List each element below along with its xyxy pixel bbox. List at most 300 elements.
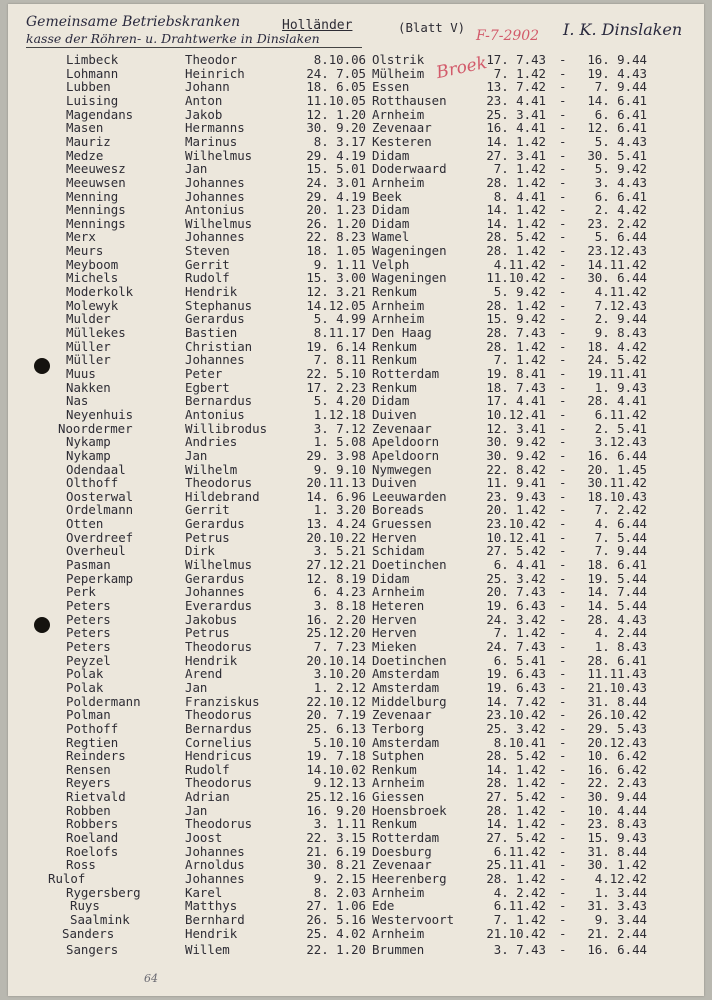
start-date-cell: 21.10.42 <box>486 925 546 941</box>
city-cell: Brummen <box>372 942 425 958</box>
end-date-cell: 14. 5.44 <box>587 598 647 613</box>
end-date-cell: 3.12.43 <box>594 434 647 450</box>
end-date-cell: 14. 6.41 <box>587 92 647 108</box>
end-date-cell: 20.12.43 <box>587 734 647 750</box>
date-range-dash: - <box>559 611 567 627</box>
end-date-cell: 14.11.42 <box>587 256 647 272</box>
birth-date-cell: 8. 3.17 <box>313 133 366 149</box>
birth-date-cell: 25. 6.13 <box>306 720 366 736</box>
date-range-dash: - <box>559 638 567 654</box>
first-name-cell: Gerardus <box>185 570 245 586</box>
surname-cell: Mauriz <box>66 133 111 149</box>
birth-date-cell: 1. 2.12 <box>313 679 366 695</box>
birth-date-cell: 1. 3.20 <box>313 502 366 518</box>
start-date-cell: 6. 4.41 <box>493 557 546 573</box>
first-name-cell: Bastien <box>185 325 238 340</box>
first-name-cell: Theodorus <box>185 775 253 791</box>
date-range-dash: - <box>559 92 567 108</box>
birth-date-cell: 5. 4.99 <box>313 311 366 327</box>
birth-date-cell: 24. 3.01 <box>306 174 366 190</box>
first-name-cell: Willem <box>185 942 230 958</box>
date-range-dash: - <box>559 325 567 340</box>
city-cell: Ede <box>372 898 395 914</box>
birth-date-cell: 7. 7.23 <box>313 638 366 654</box>
date-range-dash: - <box>559 516 567 532</box>
first-name-cell: Stephanus <box>185 297 253 313</box>
first-name-cell: Antonius <box>185 202 245 218</box>
table-row <box>8 942 704 956</box>
first-name-cell: Theodorus <box>185 816 253 832</box>
table-row <box>8 912 704 926</box>
surname-cell: Oosterwal <box>66 488 134 504</box>
birth-date-cell: 3. 5.21 <box>313 543 366 559</box>
birth-date-cell: 25. 4.02 <box>306 925 366 941</box>
end-date-cell: 30. 6.44 <box>587 270 647 286</box>
first-name-cell: Wilhelmus <box>185 557 253 573</box>
start-date-cell: 19. 6.43 <box>486 598 546 613</box>
birth-date-cell: 25.12.16 <box>306 789 366 805</box>
end-date-cell: 18. 4.42 <box>587 338 647 354</box>
city-cell: Renkum <box>372 284 417 300</box>
end-date-cell: 7. 9.44 <box>594 79 647 95</box>
start-date-cell: 28. 1.42 <box>486 802 546 818</box>
table-row <box>8 270 704 284</box>
first-name-cell: Matthys <box>185 898 238 914</box>
start-date-cell: 28. 1.42 <box>486 174 546 190</box>
start-date-cell: 14. 1.42 <box>486 202 546 218</box>
first-name-cell: Gerrit <box>185 502 230 518</box>
surname-cell: Roelofs <box>66 843 119 859</box>
sheet-label: (Blatt V) <box>398 20 466 35</box>
date-range-dash: - <box>559 911 567 927</box>
date-range-dash: - <box>559 761 567 777</box>
city-cell: Boreads <box>372 502 425 518</box>
date-range-dash: - <box>559 406 567 422</box>
start-date-cell: 23. 4.41 <box>486 92 546 108</box>
first-name-cell: Johannes <box>185 188 245 204</box>
birth-date-cell: 16. 9.20 <box>306 802 366 818</box>
city-cell: Didam <box>372 570 410 586</box>
surname-cell: Olthoff <box>66 475 119 491</box>
end-date-cell: 15. 9.43 <box>587 830 647 846</box>
start-date-cell: 7. 1.42 <box>493 161 546 177</box>
date-range-dash: - <box>559 447 567 463</box>
surname-cell: Müller <box>66 352 111 368</box>
header-underline <box>26 47 362 48</box>
first-name-cell: Bernhard <box>185 911 245 927</box>
surname-cell: Otten <box>66 516 104 532</box>
table-row <box>8 202 704 216</box>
end-date-cell: 12. 6.41 <box>587 120 647 136</box>
start-date-cell: 7. 1.42 <box>493 911 546 927</box>
surname-cell: Meeuwesz <box>66 161 126 177</box>
city-cell: Heteren <box>372 598 425 613</box>
surname-cell: Perk <box>66 584 96 600</box>
end-date-cell: 1. 9.43 <box>594 379 647 395</box>
first-name-cell: Johannes <box>185 584 245 600</box>
first-name-cell: Johannes <box>185 174 245 190</box>
city-cell: Didam <box>372 147 410 163</box>
table-row <box>8 366 704 380</box>
date-range-dash: - <box>559 857 567 873</box>
end-date-cell: 29. 5.43 <box>587 720 647 736</box>
city-cell: Beek <box>372 188 402 204</box>
end-date-cell: 31. 8.44 <box>587 843 647 859</box>
first-name-cell: Peter <box>185 365 223 381</box>
birth-date-cell: 22. 3.15 <box>306 830 366 846</box>
start-date-cell: 20. 7.43 <box>486 584 546 600</box>
birth-date-cell: 15. 3.00 <box>306 270 366 286</box>
surname-cell: Moderkolk <box>66 284 134 300</box>
city-cell: Duiven <box>372 475 417 491</box>
city-cell: Arnheim <box>372 925 425 941</box>
start-date-cell: 28. 5.42 <box>486 748 546 764</box>
birth-date-cell: 14.10.02 <box>306 761 366 777</box>
date-range-dash: - <box>559 65 567 81</box>
first-name-cell: Hendrik <box>185 925 238 941</box>
date-range-dash: - <box>559 748 567 764</box>
table-row <box>8 79 704 93</box>
city-cell: Heerenberg <box>372 871 447 886</box>
surname-cell: Lohmann <box>66 65 119 81</box>
city-cell: Essen <box>372 79 410 95</box>
birth-date-cell: 1. 5.08 <box>313 434 366 450</box>
date-range-dash: - <box>559 365 567 381</box>
start-date-cell: 28. 1.42 <box>486 775 546 791</box>
birth-date-cell: 16. 2.20 <box>306 611 366 627</box>
city-cell: Terborg <box>372 720 425 736</box>
surname-cell: Meurs <box>66 243 104 259</box>
date-range-dash: - <box>559 816 567 832</box>
city-cell: Arnheim <box>372 311 425 327</box>
first-name-cell: Heinrich <box>185 65 245 81</box>
surname-cell: Saalmink <box>70 911 130 927</box>
end-date-cell: 2. 4.42 <box>594 202 647 218</box>
end-date-cell: 21.10.43 <box>587 679 647 695</box>
start-date-cell: 12. 3.41 <box>486 420 546 436</box>
table-row <box>8 926 704 940</box>
start-date-cell: 17. 4.41 <box>486 393 546 409</box>
city-cell: Arnheim <box>372 584 425 600</box>
surname-cell: Pasman <box>66 557 111 573</box>
birth-date-cell: 22.10.12 <box>306 693 366 709</box>
date-range-dash: - <box>559 488 567 504</box>
birth-date-cell: 22. 8.23 <box>306 229 366 245</box>
birth-date-cell: 11.10.05 <box>306 92 366 108</box>
table-row <box>8 898 704 912</box>
first-name-cell: Cornelius <box>185 734 253 750</box>
table-row <box>8 161 704 175</box>
birth-date-cell: 30. 8.21 <box>306 857 366 873</box>
table-row <box>8 189 704 203</box>
handwritten-fund-subtitle: kasse der Röhren- u. Drahtwerke in Dinslaken <box>26 31 320 46</box>
birth-date-cell: 3. 8.18 <box>313 598 366 613</box>
birth-date-cell: 8.10.06 <box>313 52 366 67</box>
surname-cell: Roeland <box>66 830 119 846</box>
first-name-cell: Gerardus <box>185 516 245 532</box>
date-range-dash: - <box>559 898 567 914</box>
first-name-cell: Willibrodus <box>185 420 268 436</box>
table-row <box>8 216 704 230</box>
date-range-dash: - <box>559 106 567 122</box>
surname-cell: Magendans <box>66 106 134 122</box>
start-date-cell: 14. 1.42 <box>486 816 546 832</box>
page-number-mark: 64 <box>144 972 158 985</box>
start-date-cell: 27. 5.42 <box>486 543 546 559</box>
city-cell: Renkum <box>372 816 417 832</box>
start-date-cell: 22. 8.42 <box>486 461 546 477</box>
end-date-cell: 16. 6.44 <box>587 447 647 463</box>
surname-cell: Michels <box>66 270 119 286</box>
city-cell: Herven <box>372 611 417 627</box>
birth-date-cell: 20.11.13 <box>306 475 366 491</box>
start-date-cell: 6.11.42 <box>493 843 546 859</box>
date-range-dash: - <box>559 256 567 272</box>
birth-date-cell: 18. 6.05 <box>306 79 366 95</box>
table-row <box>8 789 704 803</box>
city-cell: Apeldoorn <box>372 434 440 450</box>
start-date-cell: 24. 7.43 <box>486 638 546 654</box>
surname-cell: Peters <box>66 598 111 613</box>
start-date-cell: 14. 7.42 <box>486 693 546 709</box>
surname-cell: Merx <box>66 229 96 245</box>
stamp-date: F-7-2902 <box>476 28 540 44</box>
end-date-cell: 10. 6.42 <box>587 748 647 764</box>
table-row <box>8 707 704 721</box>
surname-cell: Müllekes <box>66 325 126 340</box>
surname-cell: Meeuwsen <box>66 174 126 190</box>
document-sheet <box>8 4 704 996</box>
city-cell: Velph <box>372 256 410 272</box>
birth-date-cell: 20.10.22 <box>306 529 366 545</box>
city-cell: Mülheim <box>372 65 425 81</box>
start-date-cell: 24. 3.42 <box>486 611 546 627</box>
city-cell: Amsterdam <box>372 666 440 682</box>
start-date-cell: 23.10.42 <box>486 707 546 723</box>
surname-cell: Mennings <box>66 202 126 218</box>
table-row <box>8 93 704 107</box>
birth-date-cell: 29. 4.19 <box>306 147 366 163</box>
first-name-cell: Adrian <box>185 789 230 805</box>
city-cell: Doetinchen <box>372 557 447 573</box>
table-row <box>8 762 704 776</box>
start-date-cell: 20. 1.42 <box>486 502 546 518</box>
first-name-cell: Johannes <box>185 229 245 245</box>
city-cell: Apeldoorn <box>372 447 440 463</box>
date-range-dash: - <box>559 215 567 231</box>
city-cell: Schidam <box>372 543 425 559</box>
surname-cell: Regtien <box>66 734 119 750</box>
surname-cell: Ross <box>66 857 96 873</box>
surname-cell: Medze <box>66 147 104 163</box>
date-range-dash: - <box>559 942 567 958</box>
table-row <box>8 134 704 148</box>
city-cell: Didam <box>372 202 410 218</box>
table-row <box>8 666 704 680</box>
start-date-cell: 14. 1.42 <box>486 761 546 777</box>
end-date-cell: 6. 6.41 <box>594 188 647 204</box>
table-row <box>8 175 704 189</box>
birth-date-cell: 20. 1.23 <box>306 202 366 218</box>
city-cell: Middelburg <box>372 693 447 709</box>
birth-date-cell: 20.10.14 <box>306 652 366 668</box>
birth-date-cell: 9. 2.15 <box>313 871 366 886</box>
table-row <box>8 502 704 516</box>
birth-date-cell: 14.12.05 <box>306 297 366 313</box>
end-date-cell: 18.10.43 <box>587 488 647 504</box>
date-range-dash: - <box>559 311 567 327</box>
surname-cell: Muus <box>66 365 96 381</box>
table-row <box>8 735 704 749</box>
start-date-cell: 25.11.41 <box>486 857 546 873</box>
table-row <box>8 639 704 653</box>
end-date-cell: 20. 1.45 <box>587 461 647 477</box>
first-name-cell: Petrus <box>185 529 230 545</box>
city-cell: Arnheim <box>372 297 425 313</box>
table-row <box>8 516 704 530</box>
table-row <box>8 803 704 817</box>
end-date-cell: 19. 4.43 <box>587 65 647 81</box>
birth-date-cell: 8. 2.03 <box>313 884 366 900</box>
birth-date-cell: 9. 9.10 <box>313 461 366 477</box>
table-row <box>8 393 704 407</box>
first-name-cell: Jakobus <box>185 611 238 627</box>
table-row <box>8 107 704 121</box>
date-range-dash: - <box>559 720 567 736</box>
city-cell: Doesburg <box>372 843 432 859</box>
end-date-cell: 30.11.42 <box>587 475 647 491</box>
first-name-cell: Hendrik <box>185 284 238 300</box>
date-range-dash: - <box>559 420 567 436</box>
city-cell: Zevenaar <box>372 707 432 723</box>
start-date-cell: 6.11.42 <box>493 898 546 914</box>
first-name-cell: Everardus <box>185 598 253 613</box>
birth-date-cell: 21. 6.19 <box>306 843 366 859</box>
start-date-cell: 25. 3.41 <box>486 106 546 122</box>
city-cell: Den Haag <box>372 325 432 340</box>
surname-cell: Rulof <box>48 871 86 886</box>
start-date-cell: 27. 5.42 <box>486 830 546 846</box>
end-date-cell: 16. 9.44 <box>587 52 647 67</box>
birth-date-cell: 3.10.20 <box>313 666 366 682</box>
start-date-cell: 14. 1.42 <box>486 133 546 149</box>
date-range-dash: - <box>559 884 567 900</box>
start-date-cell: 28. 1.42 <box>486 297 546 313</box>
table-row <box>8 694 704 708</box>
date-range-dash: - <box>559 843 567 859</box>
birth-date-cell: 12. 1.20 <box>306 106 366 122</box>
start-date-cell: 16. 4.41 <box>486 120 546 136</box>
surname-cell: Rygersberg <box>66 884 141 900</box>
table-row <box>8 816 704 830</box>
date-range-dash: - <box>559 284 567 300</box>
table-row <box>8 530 704 544</box>
end-date-cell: 22. 2.43 <box>587 775 647 791</box>
city-cell: Mieken <box>372 638 417 654</box>
table-row <box>8 598 704 612</box>
date-range-dash: - <box>559 475 567 491</box>
birth-date-cell: 1.12.18 <box>313 406 366 422</box>
surname-cell: Nykamp <box>66 434 111 450</box>
end-date-cell: 31. 3.43 <box>587 898 647 914</box>
surname-cell: Pothoff <box>66 720 119 736</box>
date-range-dash: - <box>559 529 567 545</box>
end-date-cell: 31. 8.44 <box>587 693 647 709</box>
table-row <box>8 830 704 844</box>
first-name-cell: Antonius <box>185 406 245 422</box>
table-row <box>8 680 704 694</box>
start-date-cell: 15. 9.42 <box>486 311 546 327</box>
city-cell: Arnheim <box>372 106 425 122</box>
surname-cell: Reyers <box>66 775 111 791</box>
table-row <box>8 653 704 667</box>
table-row <box>8 407 704 421</box>
city-cell: Doetinchen <box>372 652 447 668</box>
table-row <box>8 339 704 353</box>
end-date-cell: 16. 6.44 <box>587 942 647 958</box>
table-row <box>8 612 704 626</box>
start-date-cell: 30. 9.42 <box>486 447 546 463</box>
first-name-cell: Rudolf <box>185 761 230 777</box>
date-range-dash: - <box>559 147 567 163</box>
date-range-dash: - <box>559 161 567 177</box>
first-name-cell: Theodorus <box>185 638 253 654</box>
surname-cell: Overdreef <box>66 529 134 545</box>
table-row <box>8 120 704 134</box>
first-name-cell: Jakob <box>185 106 223 122</box>
start-date-cell: 7. 1.42 <box>493 352 546 368</box>
start-date-cell: 4.11.42 <box>493 256 546 272</box>
table-row <box>8 625 704 639</box>
surname-cell: Ordelmann <box>66 502 134 518</box>
first-name-cell: Bernardus <box>185 720 253 736</box>
start-date-cell: 23. 9.43 <box>486 488 546 504</box>
table-row <box>8 434 704 448</box>
surname-cell: Masen <box>66 120 104 136</box>
stamp-signature: Broek <box>434 52 489 84</box>
first-name-cell: Arnoldus <box>185 857 245 873</box>
first-name-cell: Jan <box>185 161 208 177</box>
city-cell: Zevenaar <box>372 857 432 873</box>
handwritten-fund-name: Gemeinsame Betriebskranken <box>26 14 241 30</box>
table-row <box>8 325 704 339</box>
table-row <box>8 284 704 298</box>
first-name-cell: Gerrit <box>185 256 230 272</box>
end-date-cell: 30. 5.41 <box>587 147 647 163</box>
first-name-cell: Hendricus <box>185 748 253 764</box>
birth-date-cell: 22. 1.20 <box>306 942 366 958</box>
end-date-cell: 24. 5.42 <box>587 352 647 368</box>
table-row <box>8 571 704 585</box>
birth-date-cell: 19. 7.18 <box>306 748 366 764</box>
table-row <box>8 489 704 503</box>
city-cell: Duiven <box>372 406 417 422</box>
table-row <box>8 243 704 257</box>
end-date-cell: 30. 9.44 <box>587 789 647 805</box>
first-name-cell: Joost <box>185 830 223 846</box>
city-cell: Wageningen <box>372 243 447 259</box>
start-date-cell: 28. 1.42 <box>486 871 546 886</box>
first-name-cell: Gerardus <box>185 311 245 327</box>
first-name-cell: Karel <box>185 884 223 900</box>
start-date-cell: 23.10.42 <box>486 516 546 532</box>
date-range-dash: - <box>559 133 567 149</box>
surname-cell: Menning <box>66 188 119 204</box>
end-date-cell: 6.11.42 <box>594 406 647 422</box>
city-cell: Arnheim <box>372 884 425 900</box>
surname-cell: Peters <box>66 625 111 641</box>
end-date-cell: 4.12.42 <box>594 871 647 886</box>
